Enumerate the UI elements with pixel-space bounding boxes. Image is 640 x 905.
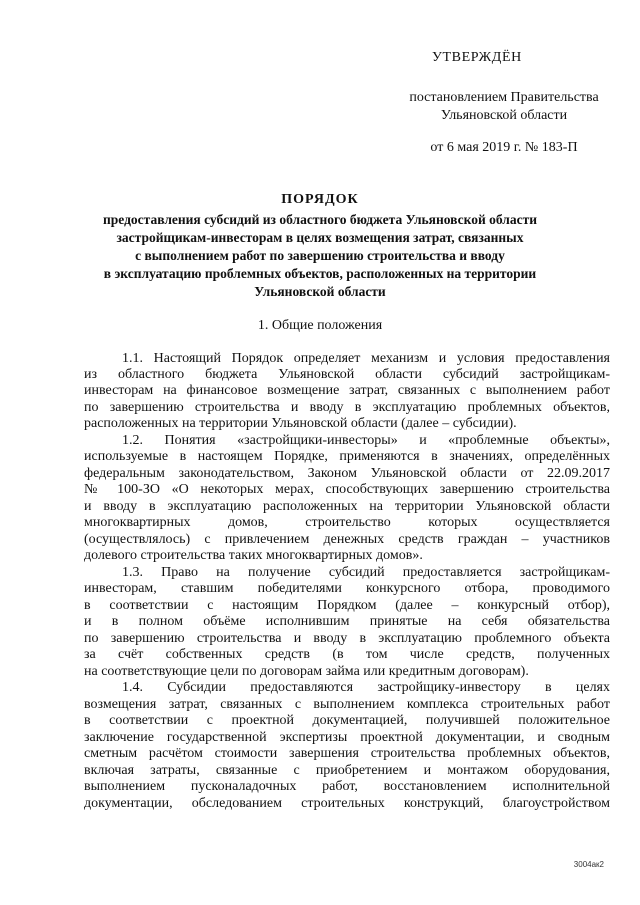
section-heading: 1. Общие положения <box>257 318 383 333</box>
approval-date: от 6 мая 2019 г. № 183-П <box>430 140 578 155</box>
body-line: включая затраты, связанные с приобретением и монтажом оборудования, <box>84 763 610 778</box>
body-line: сметным расчётом стоимости завершения строительства проблемных объектов, <box>84 746 610 761</box>
body-line: долевого строительства таких многоквартирных домов». <box>84 548 423 563</box>
body-line: на соответствующие цели по договорам займа или кредитным договорам). <box>84 664 529 679</box>
body-line: из областного бюджета Ульяновской области субсидий застройщикам- <box>84 367 610 382</box>
body-line: за счёт собственных средств (в том числе средств, полученных <box>84 647 610 662</box>
body-line: инвесторам, ставшим победителями конкурсного отбора, проводимого <box>84 581 610 596</box>
body-line: используемые в настоящем Порядке, применяются в значениях, определённых <box>84 449 610 464</box>
body-line: в соответствии с проектной документацией, получившей положительное <box>84 713 610 728</box>
subtitle-line: Ульяновской области <box>254 284 386 299</box>
body-line: выполнением пусконаладочных работ, восстановлением исполнительной <box>84 779 610 794</box>
body-line: федеральным законодательством, Законом Ульяновской области от 22.09.2017 <box>84 466 610 481</box>
body-line: документации, обследованием строительных конструкций, благоустройством <box>84 796 610 811</box>
approval-region: Ульяновской области <box>440 108 568 123</box>
document-title: ПОРЯДОК <box>281 192 359 207</box>
body-line: № 100-ЗО «О некоторых мерах, способствующих завершению строительства <box>84 482 610 497</box>
body-line: расположенных на территории Ульяновской области (далее – субсидии). <box>84 416 517 431</box>
body-line: 1.4. Субсидии предоставляются застройщику-инвестору в целях <box>122 680 610 695</box>
body-line: (осуществлялось) с привлечением денежных средств граждан – участников <box>84 532 610 547</box>
approval-issuer: постановлением Правительства <box>409 90 599 105</box>
subtitle-line: застройщикам-инвесторам в целях возмещения затрат, связанных <box>116 230 524 245</box>
body-line: 1.1. Настоящий Порядок определяет механизм и условия предоставления <box>122 351 610 366</box>
body-line: по завершению строительства и вводу в эксплуатацию проблемного объекта <box>84 631 610 646</box>
subtitle-line: в эксплуатацию проблемных объектов, расположенных на территории <box>103 266 537 281</box>
body-line: возмещения затрат, связанных с выполнением комплекса строительных работ <box>84 697 610 712</box>
body-line: в соответствии с настоящим Порядком (далее – конкурсный отбор), <box>84 598 610 613</box>
body-line: по завершению строительства и вводу в эксплуатацию проблемных объектов, <box>84 400 610 415</box>
page-code: 3004ак2 <box>573 860 604 869</box>
body-line: и в полном объёме исполнившим принятые на себя обязательства <box>84 614 610 629</box>
body-line: и вводу в эксплуатацию расположенных на территории Ульяновской области <box>84 499 610 514</box>
body-line: 1.3. Право на получение субсидий предоставляется застройщикам- <box>122 565 610 580</box>
body-line: 1.2. Понятия «застройщики-инвесторы» и «проблемные объекты», <box>122 433 610 448</box>
subtitle-line: с выполнением работ по завершению строительства и вводу <box>135 248 505 263</box>
body-line: инвесторам на финансовое возмещение затрат, связанных с выполнением работ <box>84 383 610 398</box>
approval-title: УТВЕРЖДЁН <box>432 50 522 65</box>
body-line: заключение государственной экспертизы проектной документации, и сводным <box>84 730 610 745</box>
body-line: многоквартирных домов, строительство которых осуществляется <box>84 515 610 530</box>
subtitle-line: предоставления субсидий из областного бюджета Ульяновской области <box>102 212 538 227</box>
